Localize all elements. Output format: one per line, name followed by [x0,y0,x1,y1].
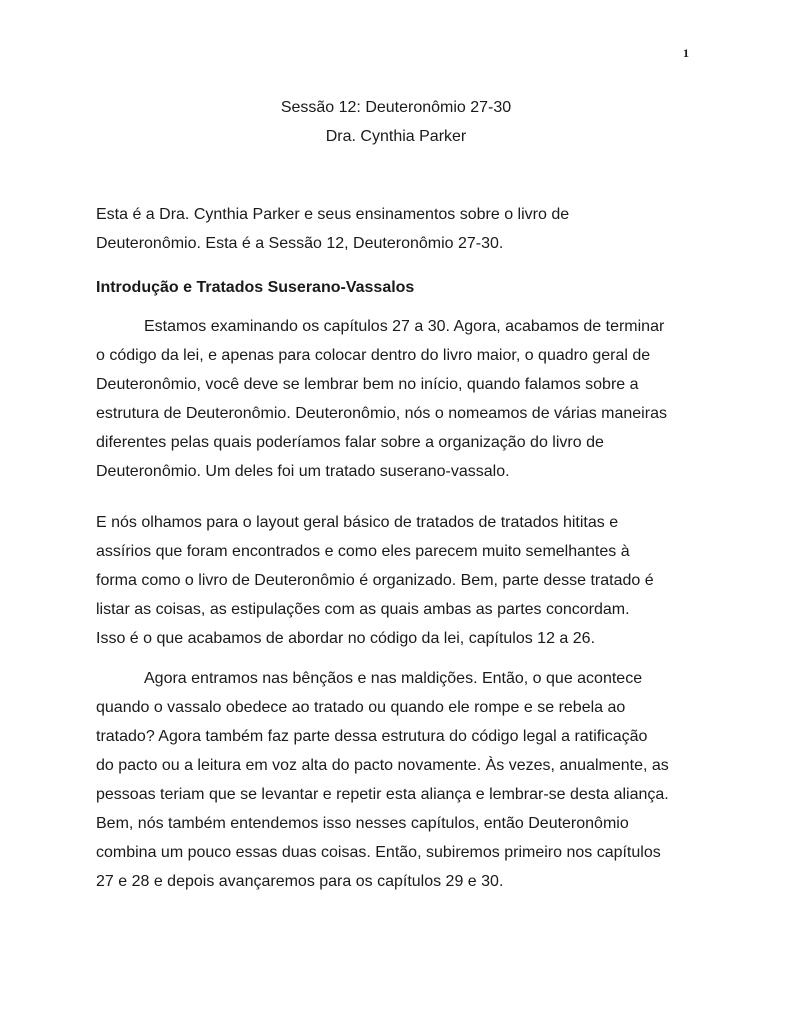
text-line: o código da lei, e apenas para colocar dentro do livro maior, o quadro geral de [96,347,651,364]
text-line: E nós olhamos para o layout geral básico de tratados de tratados hititas e [96,514,619,531]
text-line: 27 e 28 e depois avançaremos para os capítulos 29 e 30. [96,873,504,890]
text-line: Agora entramos nas bênçãos e nas maldições. Então, o que acontece [144,670,643,687]
text-line: Deuteronômio. Um deles foi um tratado suserano-vassalo. [96,463,510,480]
text-line: Deuteronômio. Esta é a Sessão 12, Deuteronômio 27-30. [96,235,504,252]
text-line: Estamos examinando os capítulos 27 a 30. Agora, acabamos de terminar [144,318,665,335]
text-line: assírios que foram encontrados e como eles parecem muito semelhantes à [96,543,630,560]
text-line: Bem, nós também entendemos isso nesses capítulos, então Deuteronômio [96,815,629,832]
text-line: Isso é o que acabamos de abordar no código da lei, capítulos 12 a 26. [96,630,596,647]
session-title: Sessão 12: Deuteronômio 27-30 [280,99,512,116]
text-line: tratado? Agora também faz parte dessa estrutura do código legal a ratificação [96,728,648,745]
text-line: diferentes pelas quais poderíamos falar sobre a organização do livro de [96,434,604,451]
text-line: Esta é a Dra. Cynthia Parker e seus ensinamentos sobre o livro de [96,206,570,223]
paragraph-1 [96,312,736,486]
text-line: listar as coisas, as estipulações com as quais ambas as partes concordam. [96,601,630,618]
text-line: estrutura de Deuteronômio. Deuteronômio, nós o nomeamos de várias maneiras [96,405,667,422]
text-line: quando o vassalo obedece ao tratado ou quando ele rompe e se rebela ao [96,699,626,716]
text-line: forma como o livro de Deuteronômio é organizado. Bem, parte desse tratado é [96,572,654,589]
paragraph-3 [96,664,736,896]
text-line: pessoas teriam que se levantar e repetir esta aliança e lembrar-se desta aliança. [96,786,669,803]
author-name: Dra. Cynthia Parker [325,128,467,145]
intro-paragraph [96,200,736,258]
text-line: do pacto ou a leitura em voz alta do pacto novamente. Às vezes, anualmente, as [96,757,669,774]
text-line: Deuteronômio, você deve se lembrar bem no início, quando falamos sobre a [96,376,639,393]
paragraph-2 [96,508,736,653]
section-heading: Introdução e Tratados Suserano-Vassalos [96,279,415,296]
document-header [96,93,696,151]
text-line: combina um pouco essas duas coisas. Então, subiremos primeiro nos capítulos [96,844,661,861]
page-number: 1 [683,46,689,60]
